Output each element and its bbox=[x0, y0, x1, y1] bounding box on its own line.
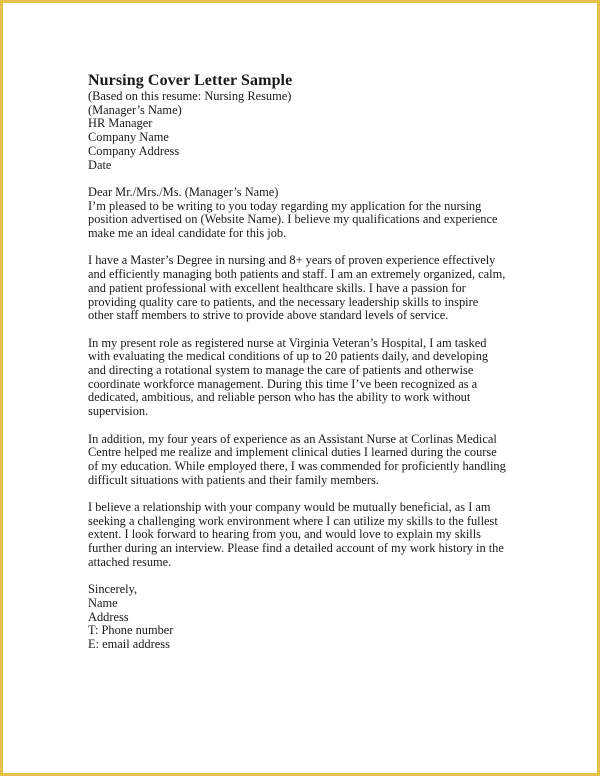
paragraph-line: attached resume. bbox=[88, 554, 172, 569]
header-line: Company Name bbox=[88, 130, 169, 145]
header-line: Date bbox=[88, 157, 112, 172]
paragraph-line: make me an ideal candidate for this job. bbox=[88, 226, 287, 241]
paragraph-line: I have a Master’s Degree in nursing and 8+ years of proven experience effectively bbox=[88, 253, 496, 268]
paragraph-line: In my present role as registered nurse at Virginia Veteran’s Hospital, I am tasked bbox=[88, 335, 487, 350]
header-line: (Manager’s Name) bbox=[88, 102, 182, 117]
paragraph-qualifications bbox=[88, 254, 528, 323]
paragraph-line: I believe a relationship with your company would be mutually beneficial, as I am bbox=[88, 500, 491, 515]
paragraph-line: supervision. bbox=[88, 404, 149, 419]
paragraph-line: and patient professional with excellent healthcare skills. I have a passion for bbox=[88, 280, 466, 295]
paragraph-present-role bbox=[88, 337, 528, 419]
paragraph-line: providing quality care to patients, and the necessary leadership skills to inspire bbox=[88, 294, 479, 309]
paragraph-line: dedicated, ambitious, and reliable person who has the ability to work without bbox=[88, 390, 471, 405]
closing-line: Name bbox=[88, 595, 118, 610]
closing-line: Sincerely, bbox=[88, 582, 138, 597]
paragraph-line: and efficiently managing both patients and staff. I am an extremely organized, calm, bbox=[88, 267, 506, 282]
paragraph-line: seeking a challenging work environment where I can utilize my skills to the fullest bbox=[88, 513, 498, 528]
header-line: HR Manager bbox=[88, 116, 153, 131]
paragraph-line: other staff members to strive to provide above standard levels of service. bbox=[88, 308, 449, 323]
closing-line: Address bbox=[88, 609, 129, 624]
paragraph-line: and directing a rotational system to manage the care of patients and otherwise bbox=[88, 363, 474, 378]
paragraph-line: I’m pleased to be writing to you today regarding my application for the nursing bbox=[88, 198, 482, 213]
paragraph-line: In addition, my four years of experience as an Assistant Nurse at Corlinas Medical bbox=[88, 431, 497, 446]
signature-block bbox=[88, 583, 528, 652]
letter-page bbox=[88, 72, 528, 652]
letter-header bbox=[88, 90, 528, 172]
paragraph-experience bbox=[88, 433, 528, 488]
paragraph-greeting bbox=[88, 186, 528, 241]
paragraph-line: position advertised on (Website Name). I believe my qualifications and experience bbox=[88, 212, 498, 227]
letter-title: Nursing Cover Letter Sample bbox=[88, 72, 293, 89]
closing-line: E: email address bbox=[88, 637, 170, 652]
paragraph-line: of my education. While employed there, I was commended for proficiently handling bbox=[88, 458, 506, 473]
paragraph-line: extent. I look forward to hearing from you, and would love to explain my skills bbox=[88, 527, 481, 542]
header-line: (Based on this resume: Nursing Resume) bbox=[88, 89, 292, 103]
paragraph-line: with evaluating the medical conditions of up to 20 patients daily, and developing bbox=[88, 349, 489, 364]
closing-line: T: Phone number bbox=[88, 623, 174, 638]
paragraph-line: Centre helped me realize and implement clinical duties I learned during the course bbox=[88, 445, 497, 460]
paragraph-line: difficult situations with patients and their family members. bbox=[88, 472, 379, 487]
paragraph-line: Dear Mr./Mrs./Ms. (Manager’s Name) bbox=[88, 184, 279, 199]
header-line: Company Address bbox=[88, 143, 180, 158]
paragraph-line: coordinate workforce management. During this time I’ve been recognized as a bbox=[88, 376, 478, 391]
paragraph-line: further during an interview. Please find a detailed account of my work history in the bbox=[88, 541, 504, 556]
paragraph-closing-statement bbox=[88, 501, 528, 570]
